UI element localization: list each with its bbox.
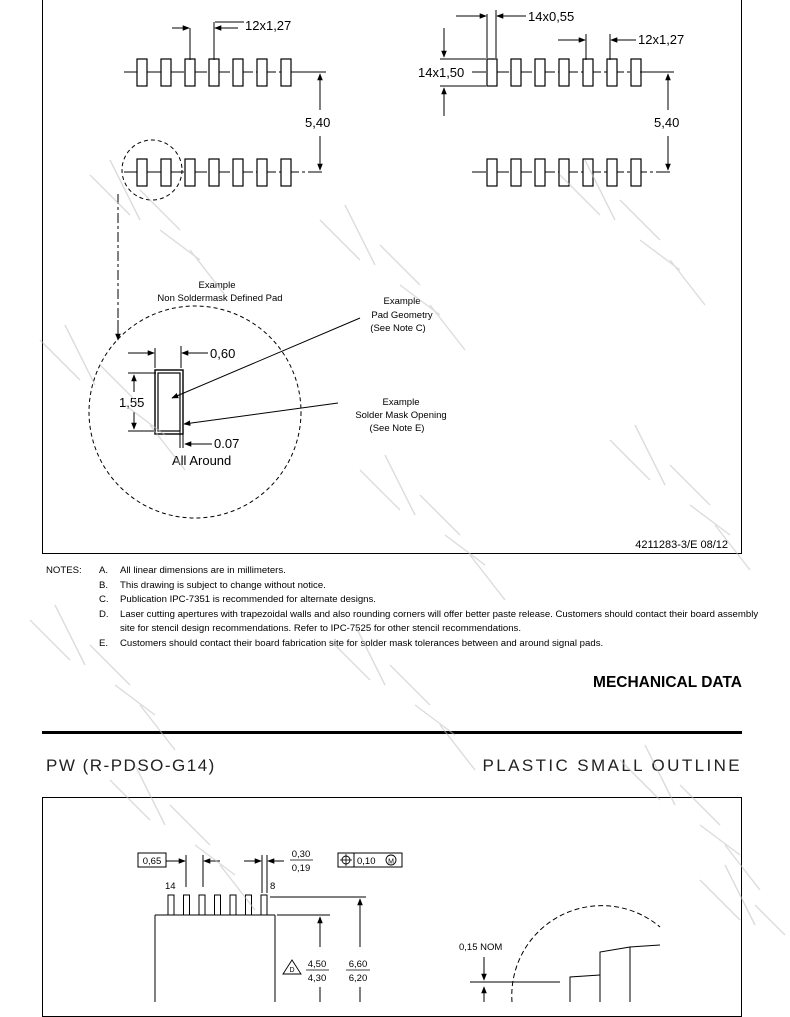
land-pad	[535, 159, 545, 186]
section-divider	[42, 731, 742, 734]
left-pitch-label: 12x1,27	[245, 18, 292, 33]
land-pad	[511, 159, 521, 186]
package-lead	[215, 895, 221, 915]
land-pad	[583, 159, 593, 186]
package-lead	[199, 895, 205, 915]
detail-pad-length-label: 1,55	[119, 395, 145, 410]
callout-solder-mask-line1: Example	[382, 397, 420, 408]
nominal-label: 0,15 NOM	[459, 942, 503, 953]
package-lead	[246, 895, 252, 915]
lead-width-min: 0,19	[291, 863, 311, 874]
tolerance-modifier: M	[388, 858, 394, 866]
detail-marker-circle	[122, 140, 182, 200]
position-tolerance-value: 0,10	[357, 856, 376, 867]
note-text: Customers should contact their board fabrication site for solder mask tolerances between and around signal pads.	[120, 637, 604, 649]
note-text: This drawing is subject to change without notice.	[120, 579, 326, 591]
land-pad	[185, 59, 195, 86]
land-pad	[535, 59, 545, 86]
left-row-spacing-label: 5,40	[305, 115, 331, 130]
note-letter: C.	[99, 594, 109, 606]
callout-solder-mask-line2: Solder Mask Opening	[355, 410, 447, 421]
land-pad	[161, 59, 171, 86]
reference-code: 4211283-3/E 08/12	[635, 539, 728, 551]
note-item	[46, 593, 766, 608]
land-pad	[233, 59, 243, 86]
package-outline-drawing	[0, 797, 790, 1002]
notes-list	[46, 564, 766, 652]
right-pad-length-label: 14x1,50	[418, 65, 465, 80]
callout-solder-mask-line3: (See Note E)	[369, 423, 425, 434]
land-pad	[209, 159, 219, 186]
side-view-detail-circle	[512, 906, 660, 1002]
note-letter: D.	[99, 608, 109, 620]
note-letter: B.	[99, 579, 109, 591]
note-flag: D	[289, 967, 295, 974]
land-pad	[487, 59, 497, 86]
note-text: All linear dimensions are in millimeters.	[120, 565, 286, 576]
package-lead	[168, 895, 174, 915]
right-pad-width-label: 14x0,55	[528, 9, 575, 24]
land-pad	[559, 159, 569, 186]
land-pad	[161, 159, 171, 186]
lead-width-max: 0,30	[291, 849, 311, 860]
land-pad	[257, 59, 267, 86]
overall-width-max: 6,60	[348, 959, 368, 970]
land-pad	[559, 59, 569, 86]
notes-heading: NOTES:	[46, 565, 82, 576]
pin-8-label: 8	[270, 881, 276, 892]
note-letter: A.	[99, 565, 109, 576]
land-pad	[209, 59, 219, 86]
note-item	[46, 579, 766, 594]
note-text: Publication IPC-7351 is recommended for alternate designs.	[120, 594, 376, 606]
callout-pad-geometry-line1: Example	[383, 296, 421, 307]
overall-width-min: 6,20	[348, 973, 368, 984]
land-pad	[233, 159, 243, 186]
package-type: PLASTIC SMALL OUTLINE	[482, 756, 742, 775]
land-pad	[511, 59, 521, 86]
detail-pad-width-label: 0,60	[210, 346, 236, 361]
land-pad	[607, 159, 617, 186]
right-row-spacing-label: 5,40	[654, 115, 680, 130]
detail-pad	[158, 373, 180, 431]
land-pad	[631, 59, 641, 86]
callout-pad-geometry-line2: Pad Geometry	[371, 310, 433, 321]
note-letter: E.	[99, 637, 109, 649]
body-width-max: 4,50	[307, 959, 327, 970]
side-view-lead-outline	[570, 975, 600, 1002]
package-lead-row	[168, 895, 267, 915]
pin-14-label: 14	[165, 881, 176, 892]
package-lead	[261, 895, 267, 915]
notes-section	[46, 564, 766, 652]
note-item	[46, 564, 766, 579]
note-text: Laser cutting apertures with trapezoidal walls and also rounding corners will offer better paste release. Customers should contact their board assembly site for stencil design recommendations. Refer to IPC-7525 for other stencil recommendations.	[120, 608, 759, 635]
package-lead	[230, 895, 236, 915]
side-view-body-outline	[600, 947, 630, 1002]
pitch-label: 0,65	[142, 856, 162, 867]
land-pad	[487, 159, 497, 186]
detail-all-around-label: All Around	[172, 453, 232, 468]
land-pad	[137, 59, 147, 86]
package-lead	[184, 895, 190, 915]
land-pad	[607, 59, 617, 86]
section-title: MECHANICAL DATA	[593, 674, 742, 691]
land-pad	[185, 159, 195, 186]
note-item	[46, 608, 766, 637]
land-pad	[281, 159, 291, 186]
right-pitch-label: 12x1,27	[638, 32, 685, 47]
land-pad	[137, 159, 147, 186]
land-pad	[281, 59, 291, 86]
callout-pad-geometry-line3: (See Note C)	[370, 323, 426, 334]
package-code: PW (R-PDSO-G14)	[46, 756, 216, 775]
land-pad	[631, 159, 641, 186]
detail-title-line2: Non Soldermask Defined Pad	[157, 293, 283, 304]
land-pad	[583, 59, 593, 86]
land-pad	[257, 159, 267, 186]
detail-solder-mask-opening	[155, 370, 183, 434]
detail-title-line1: Example	[198, 280, 236, 291]
note-item	[46, 637, 766, 652]
detail-clearance-label: 0.07	[214, 436, 240, 451]
body-width-min: 4,30	[307, 973, 327, 984]
